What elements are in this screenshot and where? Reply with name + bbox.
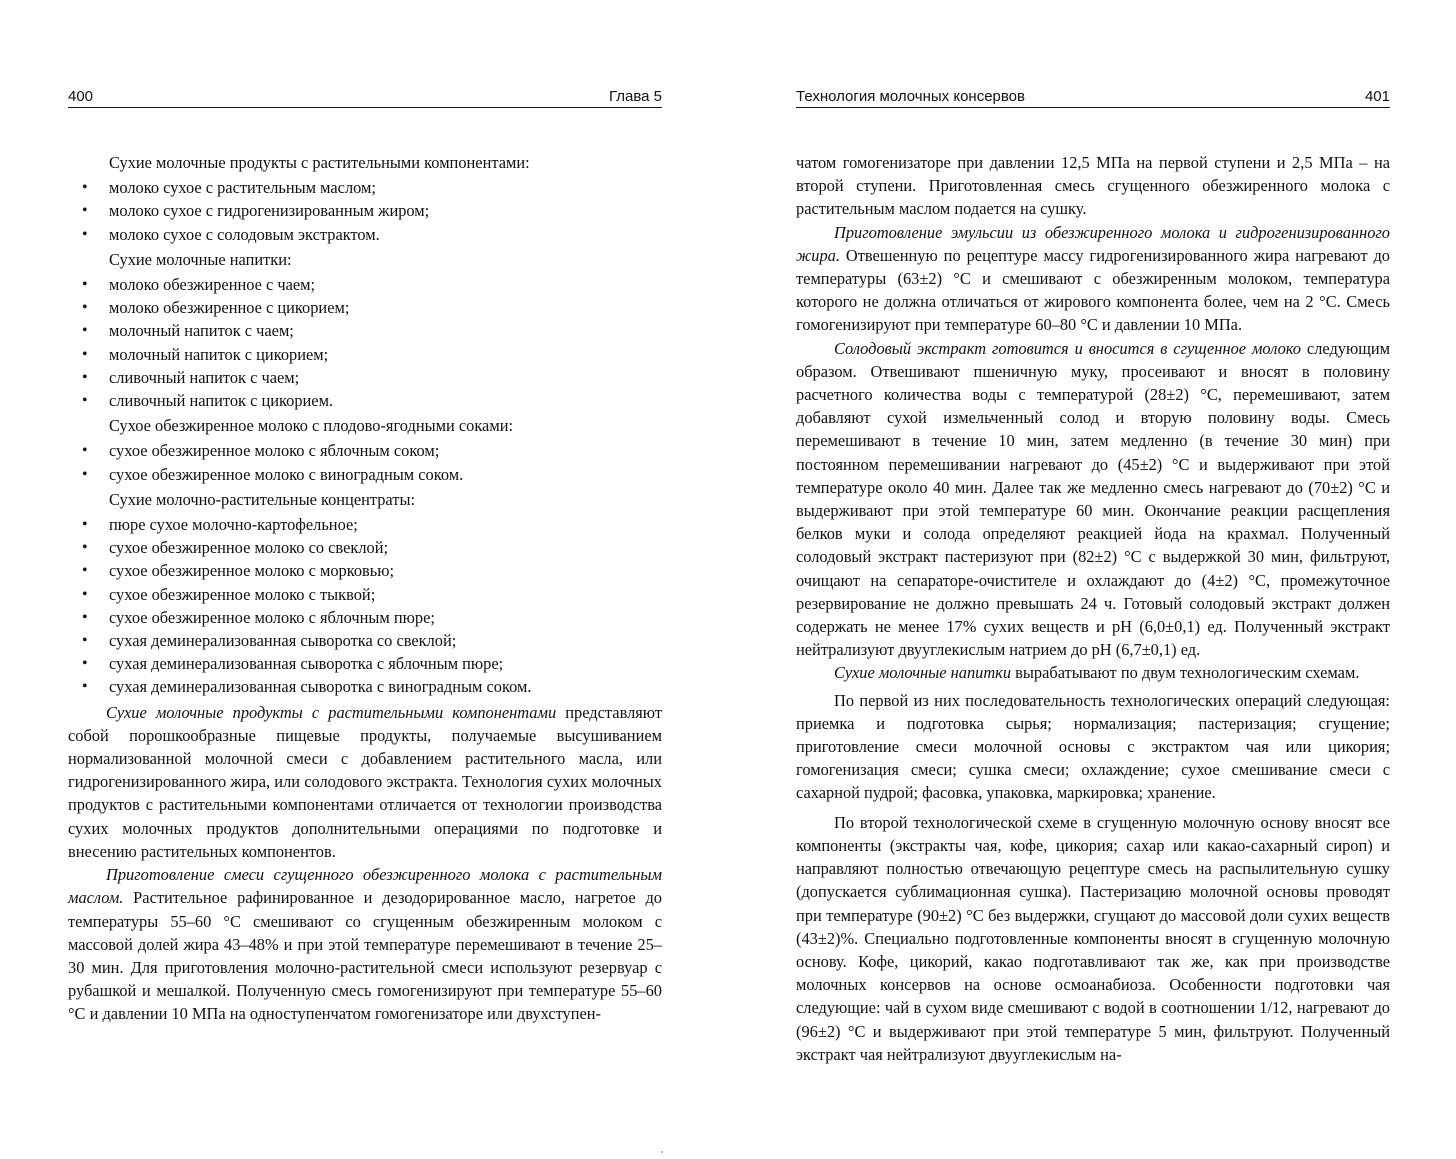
list-item: • молоко сухое с солодовым экстрактом. [68, 223, 662, 246]
list-item: • сухое обезжиренное молоко с тыквой; [68, 583, 662, 606]
body-paragraph [796, 151, 1390, 221]
paragraph-text: чатом гомогенизаторе при давлении 12,5 МПа на первой ступени и 2,5 МПа – на второй ступени. Приготовленная смесь сгущенного обезжиренного молока с растительным маслом подается на сушку. [796, 153, 1390, 219]
list-item: • молоко обезжиренное с чаем; [68, 273, 662, 296]
paragraph-text: Растительное рафинированное и дезодорированное масло, нагретое до температуры 55–60 °С смешивают со сгущенным обезжиренным молоком с массовой долей жира 43–48% и при этой температуре перемешивают в течение 25–30 мин. Для приготовления молочно-растительной смеси используют резервуар с рубашкой и мешалкой. Полученную смесь гомогенизируют при температуре 55–60 °С и давлении 10 МПа на одноступенчатом гомогенизаторе или двухступен- [68, 888, 662, 1024]
body-paragraph [796, 689, 1390, 805]
italic-term: Приготовление эмульсии из обезжиренного молока и гидрогенизированного жира. [796, 222, 1390, 265]
list-item: • сухое обезжиренное молоко с виноградным соком. [68, 463, 662, 486]
list-item: • сухая деминерализованная сыворотка с виноградным соком. [68, 675, 662, 698]
list-item: • молоко сухое с растительным маслом; [68, 176, 662, 199]
list-item: • сухое обезжиренное молоко с яблочным соком; [68, 439, 662, 462]
right-page-header [796, 88, 1390, 108]
list-item: • молочный напиток с цикорием; [68, 343, 662, 366]
bullet-list [68, 513, 662, 699]
list-item: • молоко обезжиренное с цикорием; [68, 296, 662, 319]
italic-term: Сухие молочные напитки [834, 663, 1012, 683]
paragraph-text: следующим образом. Отвешивают пшеничную муку, просеивают и вносят в половину расчетного количества воды с температурой (28±2) °С, перемешивают, затем добавляют сухой измельченный солод и вторую половину воды. Смесь перемешивают в течение 10 мин, затем медленно (в течение 30 мин) при постоянном перемешивании нагревают до (45±2) °С и выдерживают при этой температуре около 40 мин. Далее так же медленно смесь нагревают до (70±2) °С и выдерживают при этой температуре 60 мин. Окончание реакции расщепления белков муки и солода определяют реакцией йода на крахмал. Полученный солодовый экстракт пастеризуют при (82±2) °С с выдержкой 30 мин, фильтруют, очищают на сепараторе-очистителе и охлаждают до (4±2) °С, промежуточное резервирование не должно превышать 24 ч. Готовый солодовый экстракт должен содержать не менее 17% сухих веществ и pH (6,0±0,1) ед. Полученный экстракт нейтрализуют двууглекислым натрием до pH (6,7±0,1) ед. [796, 338, 1390, 660]
list-item: • молочный напиток с чаем; [68, 319, 662, 342]
body-paragraph [796, 337, 1390, 662]
italic-term: Солодовый экстракт готовится и вносится в сгущенное молоко [834, 338, 1301, 358]
italic-term: Сухие молочные продукты с растительными компонентами [106, 702, 557, 722]
running-title: Технология молочных консервов [796, 88, 1025, 105]
bullet-list [68, 273, 662, 412]
paragraph-text: Отвешенную по рецептуре массу гидрогенизированного жира нагревают до температуры (63±2) °С и смешивают с обезжиренным молоком, температура которого не должна отличаться от жирового компонента более, чем на 2 °С. Смесь гомогенизируют при температуре 60–80 °С и давлении 10 МПа. [796, 245, 1390, 335]
list-item: • сливочный напиток с цикорием. [68, 389, 662, 412]
list-lead: Сухие молочные напитки: [109, 249, 292, 269]
paragraph-text: По второй технологической схеме в сгущенную молочную основу вносят все компоненты (экстракты чая, кофе, цикория; сахар или какао-сахарный сироп) и направляют полностью отвечающую рецептуре смесь на распылительную сушку (допускается сублимационная сушка). Пастеризацию молочной основы проводят при температуре (90±2) °С без выдержки, сгущают до массовой доли сухих веществ (43±2)%. Специально подготовленные компоненты вносят в сгущенную молочную основу. Кофе, цикорий, какао подготавливают так же, как при производстве молочных консервов на основе осмоанабиоза. Особенности подготовки чая следующие: чай в сухом виде смешивают с водой в соотношении 1/12, нагревают до (96±2) °С и выдерживают при этой температуре 5 мин, фильтруют. Полученный экстракт чая нейтрализуют двууглекислым на- [796, 812, 1390, 1064]
left-page [68, 88, 662, 1026]
paragraph-text: вырабатывают по двум технологическим схемам. [1011, 663, 1360, 683]
bullet-list [68, 176, 662, 246]
list-item: • сухое обезжиренное молоко с морковью; [68, 559, 662, 582]
scan-speck [661, 1151, 663, 1153]
body-paragraph [796, 661, 1390, 684]
left-page-number: 400 [68, 88, 94, 105]
right-page-body [796, 151, 1390, 1066]
paragraph-text: По первой из них последовательность технологических операций следующая: приемка и подготовка сырья; нормализация; пастеризация; сгущение; приготовление смеси молочной основы с экстрактом чая или цикория; гомогенизация смеси; сушка смеси; охлаждение; сухое смешивание смеси с сахарной пудрой; фасовка, упаковка, маркировка; хранение. [796, 690, 1390, 803]
list-lead: Сухие молочно-растительные концентраты: [109, 489, 416, 509]
left-page-body [68, 151, 662, 1026]
list-item: • сухое обезжиренное молоко с яблочным пюре; [68, 606, 662, 629]
list-item: • сливочный напиток с чаем; [68, 366, 662, 389]
body-paragraph [796, 221, 1390, 337]
right-page [796, 88, 1390, 1066]
list-item: • молоко сухое с гидрогенизированным жиром; [68, 199, 662, 222]
right-page-number: 401 [1364, 88, 1390, 105]
chapter-title: Глава 5 [608, 88, 662, 105]
paragraph-text: представляют собой порошкообразные пищевые продукты, получаемые высушиванием нормализованной молочной смеси с добавлением растительного масла, или гидрогенизированного жира, или солодового экстракта. Технология сухих молочных продуктов с растительными компонентами отличается от технологии производства сухих молочных продуктов дополнительными операциями по подготовке и внесению растительных компонентов. [68, 702, 662, 861]
body-paragraph [796, 811, 1390, 1066]
italic-term: Приготовление смеси сгущенного обезжиренного молока с растительным маслом. [68, 865, 662, 908]
list-lead: Сухое обезжиренное молоко с плодово-ягодными соками: [109, 416, 514, 436]
body-paragraph [68, 863, 662, 1025]
list-item: • пюре сухое молочно-картофельное; [68, 513, 662, 536]
list-item: • сухое обезжиренное молоко со свеклой; [68, 536, 662, 559]
body-paragraph [68, 701, 662, 863]
left-page-header [68, 88, 662, 108]
list-item: • сухая деминерализованная сыворотка со свеклой; [68, 629, 662, 652]
list-lead: Сухие молочные продукты с растительными компонентами: [109, 153, 530, 172]
bullet-list [68, 439, 662, 485]
list-item: • сухая деминерализованная сыворотка с яблочным пюре; [68, 652, 662, 675]
